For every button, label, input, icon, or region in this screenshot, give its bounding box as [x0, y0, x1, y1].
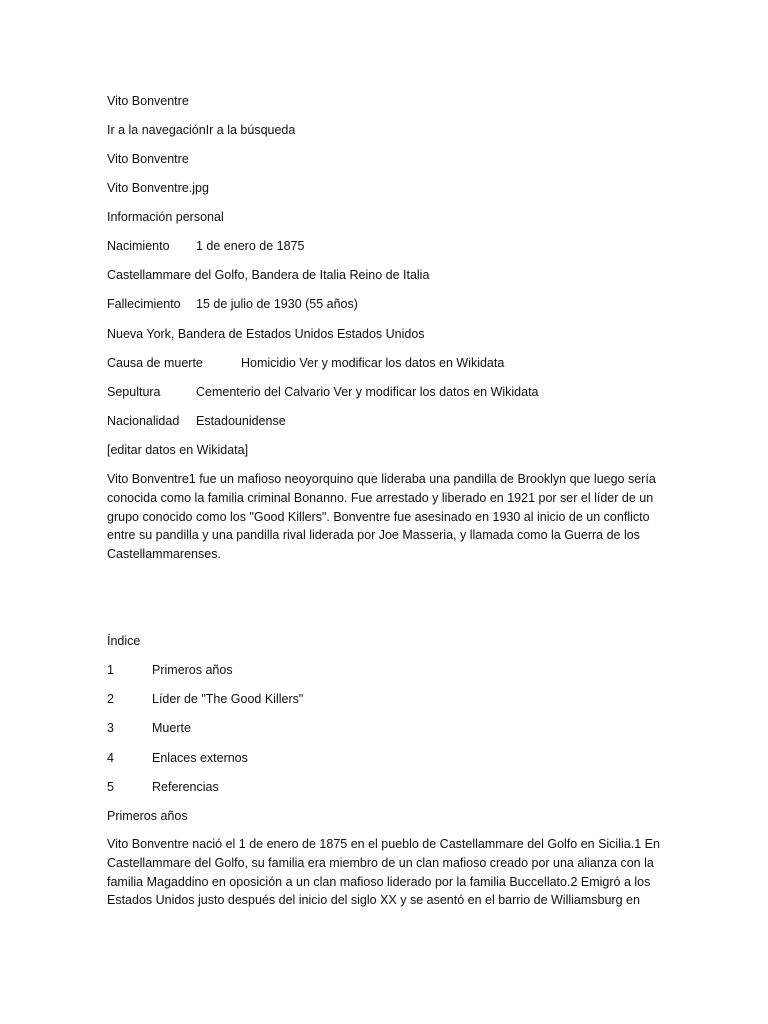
index-label: Referencias [152, 780, 219, 794]
section-paragraph: Vito Bonventre nació el 1 de enero de 1875 en el pueblo de Castellammare del Golfo en Sicilia.1 En Castellammare del Golfo, su familia era miembro de un clan mafioso creado por una alianza con la familia Magaddino en oposición a un clan mafioso liderado por la familia Buccellato.2 Emigró a los Estados Unidos justo después del inicio del siglo XX y se asentó en el barrio de Williamsburg en [107, 837, 660, 908]
index-label: Líder de "The Good Killers" [152, 692, 304, 706]
infobox-row-cause [107, 355, 557, 371]
cause-value: Homicidio Ver y modificar los datos en Wikidata [241, 356, 505, 370]
infobox-row-death [107, 296, 507, 312]
index-number: 3 [107, 721, 114, 735]
death-value: 15 de julio de 1930 (55 años) [196, 297, 358, 311]
infobox-image-filename: Vito Bonventre.jpg [107, 181, 209, 195]
intro-paragraph: Vito Bonventre1 fue un mafioso neoyorquino que lideraba una pandilla de Brooklyn que luego sería conocida como la familia criminal Bonanno. Fue arrestado y liberado en 1921 por ser el líder de un grupo conocido como los "Good Killers". Bonventre fue asesinado en 1930 al inicio de un conflicto entre su pandilla y una pandilla rival liderada por Joe Masseria, y llamada como la Guerra de los Castellammarenses. [107, 472, 656, 562]
infobox-section-heading: Información personal [107, 210, 224, 224]
birth-value: 1 de enero de 1875 [196, 239, 305, 253]
death-label: Fallecimiento [107, 297, 181, 311]
edit-wikidata-link[interactable]: [editar datos en Wikidata] [107, 443, 249, 457]
article-title: Vito Bonventre [107, 94, 189, 108]
nationality-label: Nacionalidad [107, 414, 180, 428]
burial-value: Cementerio del Calvario Ver y modificar los datos en Wikidata [196, 385, 539, 399]
index-number: 5 [107, 780, 114, 794]
index-number: 1 [107, 663, 114, 677]
birth-label: Nacimiento [107, 239, 170, 253]
index-number: 4 [107, 751, 114, 765]
section-heading: Primeros años [107, 809, 188, 823]
infobox-row-nationality [107, 413, 507, 429]
infobox-title: Vito Bonventre [107, 152, 189, 166]
index-number: 2 [107, 692, 114, 706]
index-heading: Índice [107, 634, 141, 648]
infobox-row-birth [107, 238, 507, 254]
index-label: Primeros años [152, 663, 233, 677]
index-label: Enlaces externos [152, 751, 248, 765]
skip-links[interactable]: Ir a la navegaciónIr a la búsqueda [107, 123, 296, 137]
burial-label: Sepultura [107, 385, 161, 399]
death-place: Nueva York, Bandera de Estados Unidos Estados Unidos [107, 327, 425, 341]
index-label: Muerte [152, 721, 191, 735]
infobox-row-burial [107, 384, 557, 400]
cause-label: Causa de muerte [107, 356, 203, 370]
birth-place: Castellammare del Golfo, Bandera de Italia Reino de Italia [107, 268, 430, 282]
nationality-value: Estadounidense [196, 414, 286, 428]
